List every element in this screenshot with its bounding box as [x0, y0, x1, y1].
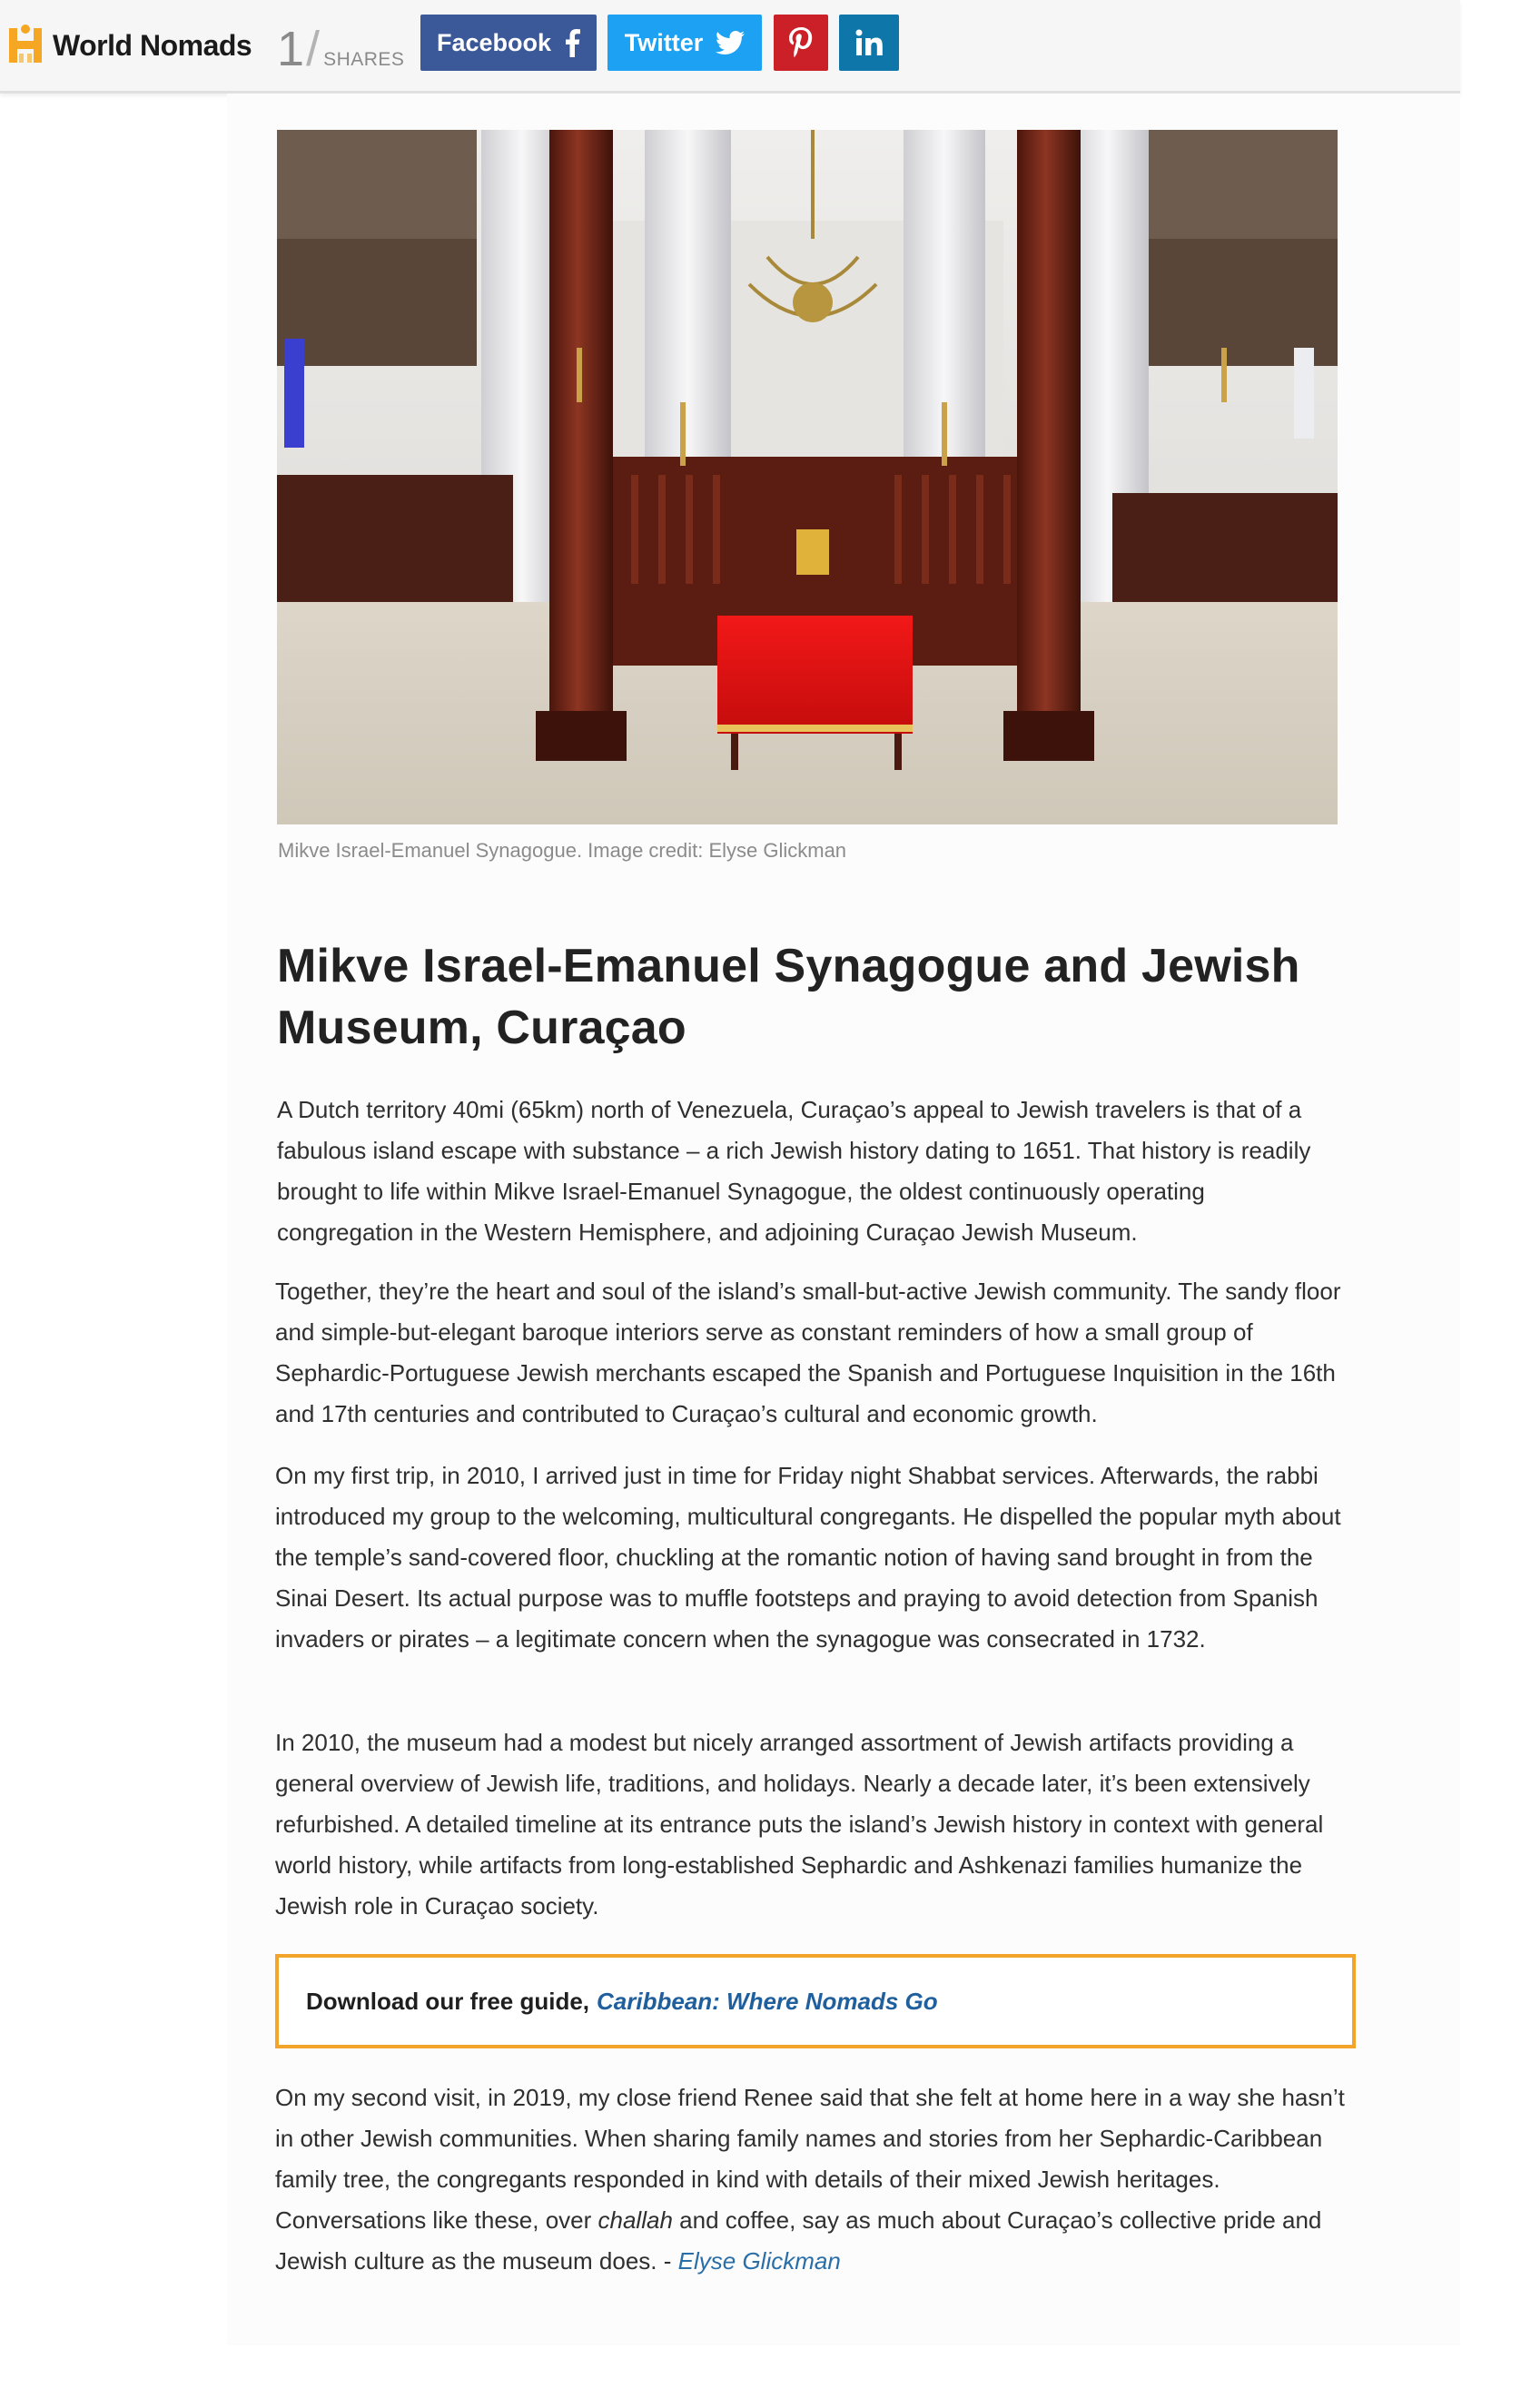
share-toolbar [0, 0, 1460, 94]
share-count-number: 1 [277, 22, 305, 76]
article-paragraph: A Dutch territory 40mi (65km) north of Venezuela, Curaçao’s appeal to Jewish travelers is that of a fabulous island escape with substance – a rich Jewish history dating to 1651. That history is readily brought to life within Mikve Israel-Emanuel Synagogue, the oldest continuously operating congregation in the Western Hemisphere, and adjoining Curaçao Jewish Museum. [277, 1096, 1311, 1246]
article-paragraph: In 2010, the museum had a modest but nicely arranged assortment of Jewish artifacts providing a general overview of Jewish life, traditions, and holidays. Nearly a decade later, it’s been extensively refurbished. A detailed timeline at its entrance puts the island’s Jewish history in context with general world history, while artifacts from long-established Sephardic and Ashkenazi families humanize the Jewish role in Curaçao society. [275, 1729, 1324, 1919]
pinterest-share-button[interactable] [774, 15, 828, 71]
facebook-share-button[interactable] [420, 15, 597, 71]
download-guide-callout [275, 1954, 1356, 2048]
article-paragraph: Together, they’re the heart and soul of the island’s small-but-active Jewish community. The sandy floor and simple-but-elegant baroque interiors serve as constant reminders of how a small group of Sephardic-Portuguese Jewish merchants escaped the Spanish and Portuguese Inquisition in the 16th and 17th centuries and contributed to Curaçao’s cultural and economic growth. [275, 1278, 1341, 1427]
twitter-share-button[interactable] [607, 15, 762, 71]
image-caption: Mikve Israel-Emanuel Synagogue. Image credit: Elyse Glickman [278, 839, 847, 862]
share-count-label: SHARES [323, 49, 405, 70]
challah-italic: challah [598, 2206, 673, 2234]
author-byline-link[interactable]: Elyse Glickman [677, 2247, 841, 2275]
facebook-share-label: Facebook [436, 28, 552, 56]
last-paragraph-text-2: and coffee, say as much about Curaçao’s collective pride and Jewish culture as the museum does. - [275, 2206, 1322, 2275]
last-paragraph-text-1: On my second visit, in 2019, my close friend Renee said that she felt at home here in a way she hasn’t in other Jewish communities. When sharing family names and stories from her Sephardic-Caribbean family tree, the congregants responded in kind with details of their mixed Jewish heritages. Conversations like these, over [275, 2084, 1345, 2234]
article-paragraph: On my first trip, in 2010, I arrived just in time for Friday night Shabbat services. Afterwards, the rabbi introduced my group to the welcoming, multicultural congregants. He dispelled the popular myth about the temple’s sand-covered floor, chuckling at the romantic notion of having sand brought in from the Sinai Desert. Its actual purpose was to muffle footsteps and praying to avoid detection from Spanish invaders or pirates – a legitimate concern when the synagogue was consecrated in 1732. [275, 1462, 1341, 1653]
article-paragraph-last [275, 2077, 1347, 2282]
twitter-icon [716, 31, 745, 54]
guide-download-link[interactable]: Caribbean: Where Nomads Go [597, 1987, 938, 2015]
share-counter [277, 13, 404, 76]
brand-logo[interactable] [7, 20, 252, 71]
linkedin-icon [855, 29, 883, 56]
brand-name: World Nomads [53, 28, 252, 62]
article-heading: Mikve Israel-Emanuel Synagogue and Jewish Museum, Curaçao [277, 940, 1300, 1054]
facebook-icon [564, 28, 580, 57]
twitter-share-label: Twitter [624, 28, 704, 56]
synagogue-photo-illustration [277, 130, 1338, 824]
guide-prefix-text: Download our free guide, [306, 1987, 590, 2015]
linkedin-share-button[interactable] [839, 15, 899, 71]
pinterest-icon [789, 27, 813, 58]
share-count-slash: / [306, 22, 321, 76]
synagogue-interior-photo [277, 130, 1338, 824]
world-nomads-logo-icon [7, 21, 44, 70]
